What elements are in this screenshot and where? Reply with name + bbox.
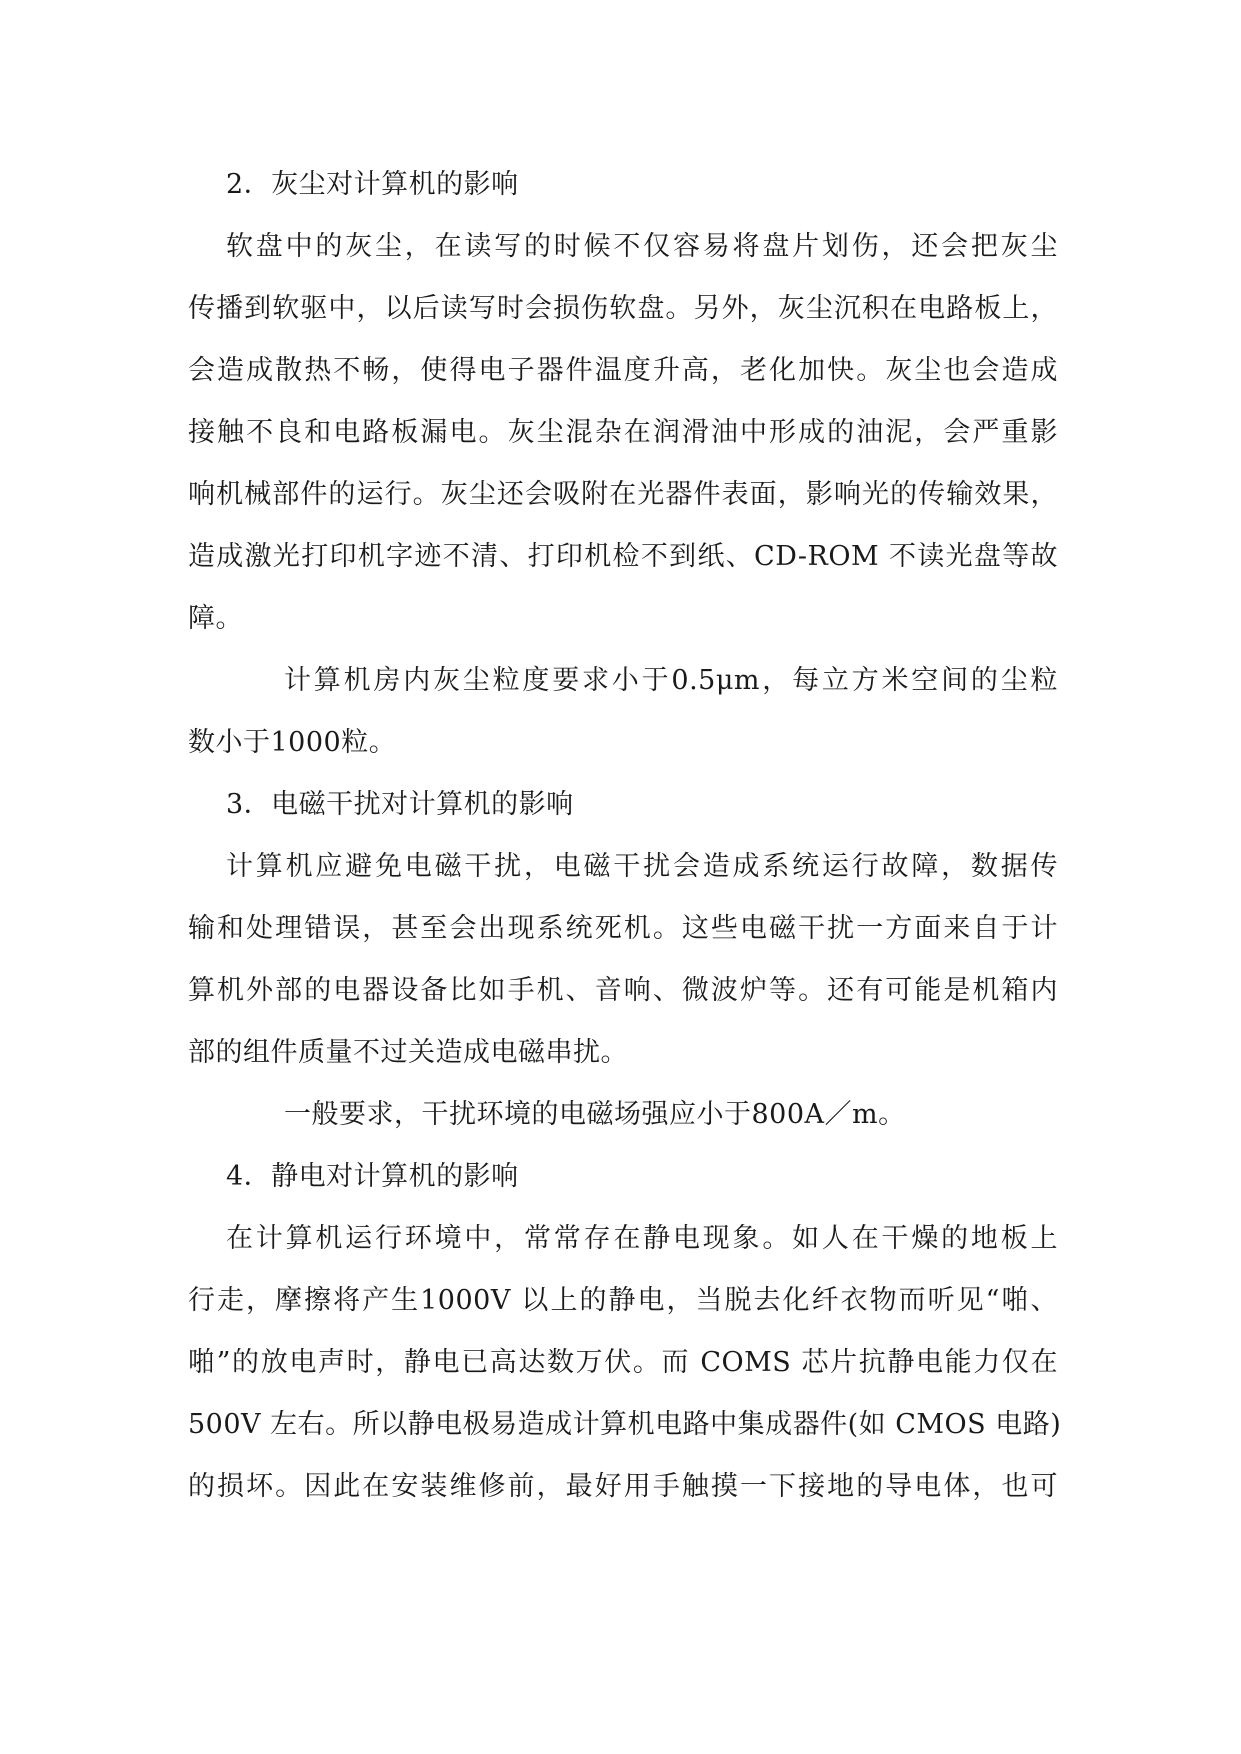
paragraph-emi-effects bbox=[188, 836, 1058, 1084]
text-line: 行走，摩擦将产生1000V 以上的静电，当脱去化纤衣物而听见“啪、 bbox=[188, 1285, 1058, 1316]
text-line: 障。 bbox=[188, 603, 243, 634]
text-line: 响机械部件的运行。灰尘还会吸附在光器件表面，影响光的传输效果， bbox=[188, 479, 1058, 510]
text-line: 的损坏。因此在安装维修前，最好用手触摸一下接地的导电体，也可 bbox=[188, 1471, 1058, 1502]
text-line: 数小于1000粒。 bbox=[188, 727, 397, 758]
section-heading-emi: 3．电磁干扰对计算机的影响 bbox=[226, 789, 574, 820]
text-line: 算机外部的电器设备比如手机、音响、微波炉等。还有可能是机箱内 bbox=[188, 975, 1058, 1006]
text-line: 会造成散热不畅，使得电子器件温度升高，老化加快。灰尘也会造成 bbox=[188, 355, 1058, 386]
text-line: 传播到软驱中，以后读写时会损伤软盘。另外，灰尘沉积在电路板上， bbox=[188, 293, 1058, 324]
text-line: 软盘中的灰尘，在读写的时候不仅容易将盘片划伤，还会把灰尘 bbox=[226, 231, 1058, 262]
text-line: 接触不良和电路板漏电。灰尘混杂在润滑油中形成的油泥，会严重影 bbox=[188, 417, 1058, 448]
text-line: 500V 左右。所以静电极易造成计算机电路中集成器件(如 CMOS 电路) bbox=[188, 1409, 1062, 1440]
text-line: 造成激光打印机字迹不清、打印机检不到纸、CD-ROM 不读光盘等故 bbox=[188, 541, 1058, 572]
text-line: 部的组件质量不过关造成电磁串扰。 bbox=[188, 1037, 628, 1068]
section-heading-static: 4．静电对计算机的影响 bbox=[226, 1161, 519, 1192]
paragraph-static-effects bbox=[188, 1208, 1062, 1518]
text-line: 在计算机运行环境中，常常存在静电现象。如人在干燥的地板上 bbox=[226, 1223, 1058, 1254]
text-line: 计算机应避免电磁干扰，电磁干扰会造成系统运行故障，数据传 bbox=[226, 851, 1058, 882]
text-line: 啪”的放电声时，静电已高达数万伏。而 COMS 芯片抗静电能力仅在 bbox=[188, 1347, 1058, 1378]
paragraph-dust-effects bbox=[188, 216, 1058, 650]
paragraph-dust-requirement bbox=[188, 650, 1058, 774]
text-line: 输和处理错误，甚至会出现系统死机。这些电磁干扰一方面来自于计 bbox=[188, 913, 1058, 944]
section-heading-dust: 2．灰尘对计算机的影响 bbox=[226, 169, 519, 200]
text-line: 计算机房内灰尘粒度要求小于0.5μm，每立方米空间的尘粒 bbox=[284, 665, 1058, 696]
document-page bbox=[188, 154, 1062, 1518]
paragraph-emi-requirement: 一般要求，干扰环境的电磁场强应小于800A／m。 bbox=[284, 1099, 906, 1130]
